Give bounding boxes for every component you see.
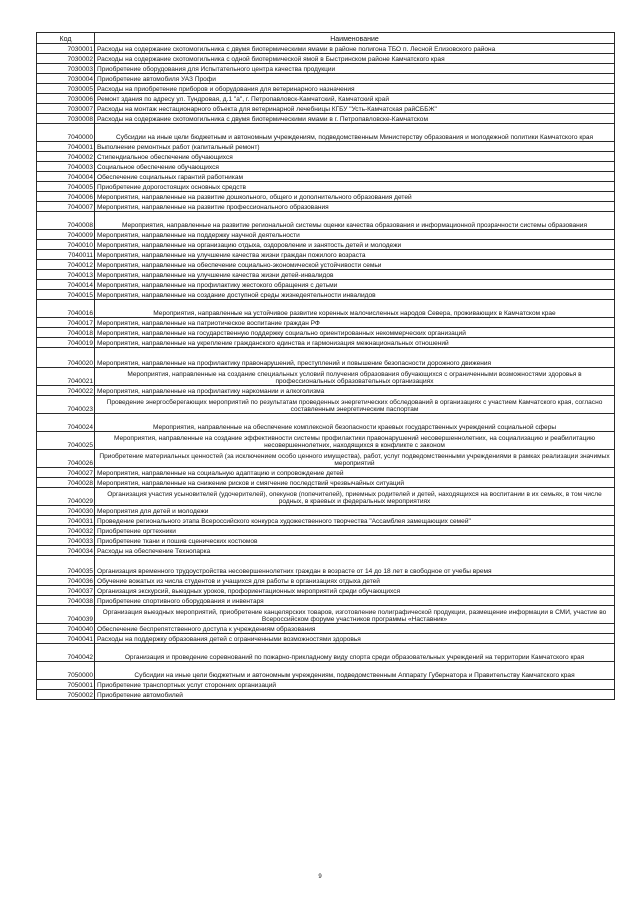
table-row [37,348,615,368]
table-row [37,64,615,74]
table-row [37,230,615,240]
row-code: 7040004 [37,172,95,182]
table-row [37,240,615,250]
row-code: 7040023 [37,396,95,414]
row-code: 7030003 [37,64,95,74]
row-code: 7040029 [37,488,95,506]
row-name: Расходы на обеспечение Технопарка [95,546,615,556]
row-name: Мероприятия, направленные на профилактику наркомании и алкоголизма [95,386,615,396]
row-code: 7040034 [37,546,95,556]
row-code: 7040022 [37,386,95,396]
table-row [37,368,615,386]
row-code: 7030008 [37,114,95,124]
table-row [37,202,615,212]
table-row [37,290,615,300]
row-code: 7050001 [37,680,95,690]
table-row [37,104,615,114]
table-row [37,546,615,556]
row-name: Мероприятия, направленные на государственную поддержку социально ориентированных некоммерческих организаций [95,328,615,338]
row-code: 7040018 [37,328,95,338]
table-row [37,84,615,94]
table-row [37,54,615,64]
table-row [37,280,615,290]
row-name: Расходы на поддержку образования детей с ограниченными возможностями здоровья [95,634,615,644]
row-name: Организация выездных мероприятий, приобретение канцелярских товаров, изготовление полиграфической продукции, размещение информации в СМИ, участие во Всероссийском форуме участников программы «Наставник» [95,606,615,624]
row-code: 7040028 [37,478,95,488]
table-row [37,260,615,270]
row-name: Мероприятия, направленные на социальную адаптацию и сопровождение детей [95,468,615,478]
table-row [37,680,615,690]
row-name: Мероприятия, направленные на улучшение качества жизни граждан пожилого возраста [95,250,615,260]
row-code: 7040001 [37,142,95,152]
row-name: Мероприятия, направленные на профилактику жестокого обращения с детьми [95,280,615,290]
row-code: 7040015 [37,290,95,300]
row-code: 7040026 [37,450,95,468]
table-header-row [37,33,615,44]
row-name: Обеспечение беспрепятственного доступа к учреждениям образования [95,624,615,634]
row-code: 7040033 [37,536,95,546]
table-row [37,212,615,230]
row-code: 7040020 [37,348,95,368]
table-row [37,182,615,192]
row-code: 7030005 [37,84,95,94]
table-row [37,690,615,700]
row-code: 7040005 [37,182,95,192]
row-name: Мероприятия, направленные на снижение рисков и смягчение последствий чрезвычайных ситуаций [95,478,615,488]
row-name: Мероприятия, направленные на создание доступной среды жизнедеятельности инвалидов [95,290,615,300]
row-code: 7040009 [37,230,95,240]
row-name: Обучение вожатых из числа студентов и учащихся для работы в организациях отдыха детей [95,576,615,586]
row-code: 7040035 [37,556,95,576]
table-row [37,516,615,526]
row-code: 7040012 [37,260,95,270]
table-row [37,124,615,142]
row-code: 7030006 [37,94,95,104]
row-code: 7040031 [37,516,95,526]
row-code: 7040011 [37,250,95,260]
table-row [37,44,615,54]
row-code: 7040017 [37,318,95,328]
row-name: Мероприятия, направленные на обеспечение социально-экономической устойчивости семьи [95,260,615,270]
row-name: Социальное обеспечение обучающихся [95,162,615,172]
row-code: 7040000 [37,124,95,142]
table-row [37,338,615,348]
table-row [37,506,615,516]
row-name: Приобретение оборудования для Испытательного центра качества продукции [95,64,615,74]
table-row [37,114,615,124]
table-row [37,270,615,280]
row-name: Субсидии на иные цели бюджетным и автономным учреждениям, подведомственным Министерству образования и молодежной политики Камчатского края [95,124,615,142]
row-name: Мероприятия, направленные на профилактику правонарушений, преступлений и повышение безопасности дорожного движения [95,348,615,368]
row-name: Расходы на содержание скотомогильника с одной биотермической ямой в Быстринском районе Камчатского края [95,54,615,64]
row-code: 7030007 [37,104,95,114]
row-name: Расходы на содержание скотомогильника с двумя биотермическими ямами в районе полигона ТБО п. Лесной Елизовского района [95,44,615,54]
row-code: 7050000 [37,662,95,680]
code-table [36,32,615,700]
row-code: 7050002 [37,690,95,700]
row-name: Расходы на монтаж нестационарного объекта для ветеринарной лечебницы КГБУ "Усть-Камчатская райСББЖ" [95,104,615,114]
row-name: Проведение энергосберегающих мероприятий по результатам проведенных энергетических обследований в организациях с участием Камчатского края, согласно составленным энергетическим паспортам [95,396,615,414]
row-name: Приобретение материальных ценностей (за исключением особо ценного имущества), работ, услуг подведомственными учреждениями в рамках реализации значимых мероприятий [95,450,615,468]
row-name: Приобретение автомобиля УАЗ Профи [95,74,615,84]
table-body [37,44,615,700]
table-row [37,634,615,644]
table-row [37,556,615,576]
table-row [37,386,615,396]
row-name: Мероприятия, направленные на поддержку научной деятельности [95,230,615,240]
row-name: Расходы на содержание скотомогильника с двумя биотермическими ямами в г. Петропавловске-Камчатском [95,114,615,124]
row-code: 7040037 [37,586,95,596]
row-code: 7040038 [37,596,95,606]
table-row [37,74,615,84]
row-code: 7040006 [37,192,95,202]
row-name: Мероприятия, направленные на развитие профессионального образования [95,202,615,212]
row-code: 7040002 [37,152,95,162]
table-row [37,526,615,536]
table-row [37,662,615,680]
table-row [37,300,615,318]
table-row [37,596,615,606]
column-header-code: Код [37,33,95,44]
row-name: Расходы на приобретение приборов и оборудования для ветеринарного назначения [95,84,615,94]
table-row [37,586,615,596]
row-name: Обеспечение социальных гарантий работникам [95,172,615,182]
row-name: Приобретение оргтехники [95,526,615,536]
row-name: Приобретение транспортных услуг сторонних организаций [95,680,615,690]
row-name: Мероприятия для детей и молодежи [95,506,615,516]
page-number: 9 [318,874,322,880]
row-code: 7040010 [37,240,95,250]
row-code: 7040041 [37,634,95,644]
row-code: 7040027 [37,468,95,478]
table-row [37,318,615,328]
table-row [37,432,615,450]
row-name: Мероприятия, направленные на создание эффективности системы профилактики правонарушений несовершеннолетних, на социализацию и реабилитацию несовершеннолетних, находящихся в конфликте с законом [95,432,615,450]
row-code: 7040042 [37,644,95,662]
row-code: 7040025 [37,432,95,450]
table-row [37,450,615,468]
table-row [37,162,615,172]
row-name: Мероприятия, направленные на улучшение качества жизни детей-инвалидов [95,270,615,280]
row-code: 7040021 [37,368,95,386]
row-name: Мероприятия, направленные на обеспечение комплексной безопасности краевых государственных учреждений социальной сферы [95,414,615,432]
row-name: Организация и проведение соревнований по пожарно-прикладному виду спорта среди образовательных учреждений на территории Камчатского края [95,644,615,662]
row-name: Организация экскурсий, выездных уроков, профориентационных мероприятий среди обучающихся [95,586,615,596]
table-row [37,192,615,202]
row-code: 7030002 [37,54,95,64]
row-code: 7040007 [37,202,95,212]
table-row [37,478,615,488]
table-row [37,644,615,662]
row-name: Приобретение автомобилей [95,690,615,700]
row-code: 7040014 [37,280,95,290]
row-code: 7040039 [37,606,95,624]
table-row [37,142,615,152]
table-row [37,396,615,414]
row-name: Проведение регионального этапа Всероссийского конкурса художественного творчества "Ассамблея замещающих семей" [95,516,615,526]
table-row [37,172,615,182]
table-row [37,624,615,634]
column-header-name: Наименование [95,33,615,44]
row-name: Мероприятия, направленные на развитие региональной системы оценки качества образования и информационной прозрачности системы образования [95,212,615,230]
row-code: 7040024 [37,414,95,432]
row-code: 7030004 [37,74,95,84]
table-row [37,94,615,104]
row-name: Мероприятия, направленные на укрепление гражданского единства и гармонизация межнациональных отношений [95,338,615,348]
row-name: Приобретение дорогостоящих основных средств [95,182,615,192]
row-name: Ремонт здания по адресу ул. Тундровая, д.1 "а", г. Петропавловск-Камчатский, Камчатский край [95,94,615,104]
row-name: Мероприятия, направленные на развитие дошкольного, общего и дополнительного образования детей [95,192,615,202]
row-code: 7040013 [37,270,95,280]
row-name: Приобретение ткани и пошив сценических костюмов [95,536,615,546]
table-row [37,328,615,338]
table-row [37,152,615,162]
row-code: 7040016 [37,300,95,318]
row-name: Приобретение спортивного оборудования и инвентаря [95,596,615,606]
row-name: Мероприятия, направленные на создание специальных условий получения образования обучающихся с ограниченными возможностями здоровья в профессиональных образовательных организациях [95,368,615,386]
row-name: Стипендиальное обеспечение обучающихся [95,152,615,162]
row-code: 7040003 [37,162,95,172]
row-name: Мероприятия, направленные на патриотическое воспитание граждан РФ [95,318,615,328]
row-name: Выполнение ремонтных работ (капитальный ремонт) [95,142,615,152]
row-name: Организация участия усыновителей (удочерителей), опекунов (попечителей), приемных родителей и детей, находящихся на воспитании в их семьях, в том числе родных, в краевых и федеральных мероприятиях [95,488,615,506]
row-code: 7040036 [37,576,95,586]
table-row [37,488,615,506]
row-code: 7040040 [37,624,95,634]
row-code: 7040032 [37,526,95,536]
table-row [37,468,615,478]
table-row [37,414,615,432]
row-code: 7030001 [37,44,95,54]
table-row [37,250,615,260]
table-row [37,536,615,546]
row-name: Мероприятия, направленные на устойчивое развитие коренных малочисленных народов Севера, проживающих в Камчатском крае [95,300,615,318]
table-row [37,606,615,624]
row-name: Мероприятия, направленные на организацию отдыха, оздоровление и занятость детей и молодежи [95,240,615,250]
table-row [37,576,615,586]
row-code: 7040008 [37,212,95,230]
row-name: Организация временного трудоустройства несовершеннолетних граждан в возрасте от 14 до 18 лет в свободное от учебы время [95,556,615,576]
row-name: Субсидии на иные цели бюджетным и автономным учреждениям, подведомственным Аппарату Губернатора и Правительству Камчатского края [95,662,615,680]
row-code: 7040030 [37,506,95,516]
row-code: 7040019 [37,338,95,348]
